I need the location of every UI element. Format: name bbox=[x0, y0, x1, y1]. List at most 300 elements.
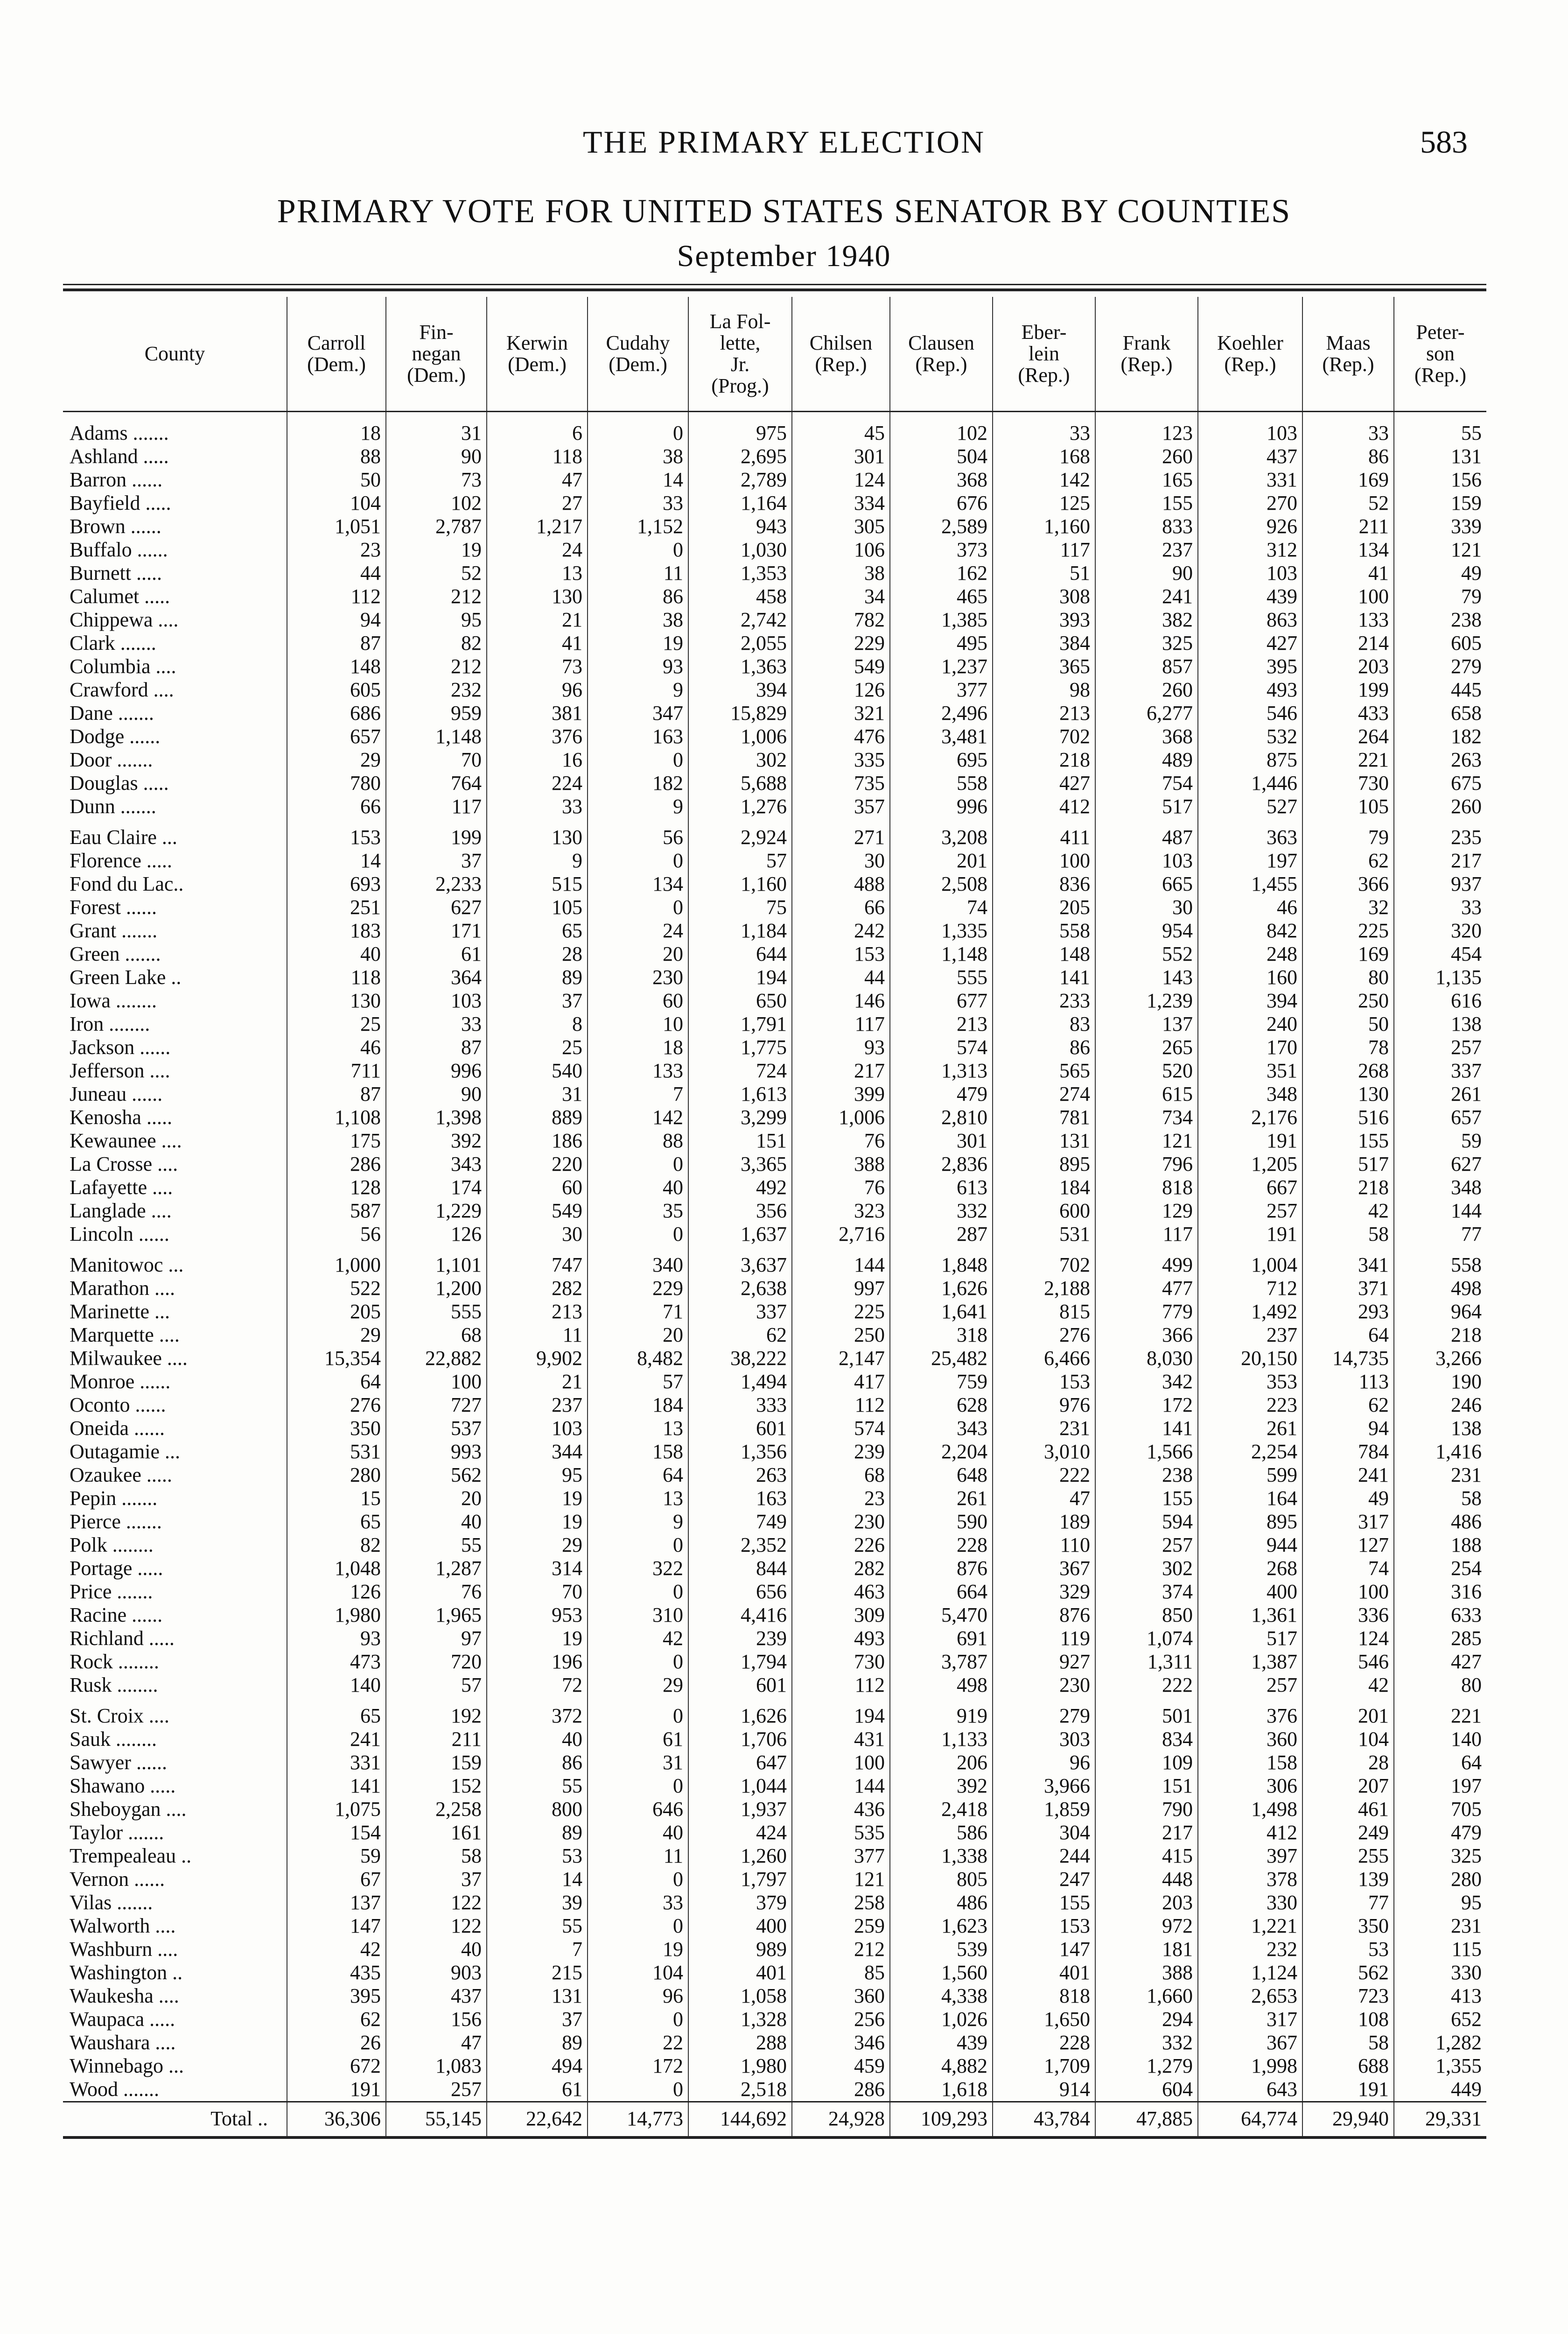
vote-count-cell: 652 bbox=[1394, 2008, 1486, 2031]
vote-count-cell: 230 bbox=[993, 1673, 1095, 1697]
vote-count-cell: 146 bbox=[792, 989, 890, 1012]
vote-count-cell: 1,363 bbox=[688, 655, 792, 678]
column-header-line: Maas bbox=[1326, 331, 1371, 354]
vote-count-cell: 164 bbox=[1198, 1487, 1302, 1510]
table-row bbox=[63, 849, 1486, 872]
vote-count-cell: 254 bbox=[1394, 1557, 1486, 1580]
vote-count-cell: 9 bbox=[588, 795, 688, 818]
vote-count-cell: 70 bbox=[487, 1580, 588, 1603]
vote-count-cell: 15 bbox=[287, 1487, 386, 1510]
vote-count-cell: 105 bbox=[487, 896, 588, 919]
vote-count-cell: 6,466 bbox=[993, 1347, 1095, 1370]
vote-count-cell: 21 bbox=[487, 608, 588, 632]
vote-count-cell: 627 bbox=[1394, 1153, 1486, 1176]
vote-count-cell: 58 bbox=[1302, 2031, 1394, 2054]
table-row bbox=[63, 1277, 1486, 1300]
vote-count-cell: 914 bbox=[993, 2078, 1095, 2102]
vote-count-cell: 50 bbox=[1302, 1012, 1394, 1036]
vote-count-cell: 318 bbox=[890, 1323, 993, 1347]
vote-count-cell: 194 bbox=[792, 1697, 890, 1728]
vote-count-cell: 68 bbox=[386, 1323, 487, 1347]
vote-count-cell: 676 bbox=[890, 492, 993, 515]
vote-count-cell: 112 bbox=[792, 1393, 890, 1417]
vote-count-cell: 199 bbox=[386, 818, 487, 849]
vote-count-cell: 125 bbox=[993, 492, 1095, 515]
vote-count-cell: 693 bbox=[287, 872, 386, 896]
vote-count-cell: 238 bbox=[1095, 1463, 1198, 1487]
vote-count-cell: 286 bbox=[287, 1153, 386, 1176]
total-count-cell: 47,885 bbox=[1095, 2102, 1198, 2138]
vote-count-cell: 1,075 bbox=[287, 1798, 386, 1821]
county-name-cell: Pierce ....... bbox=[70, 1510, 162, 1533]
total-count-cell: 29,331 bbox=[1394, 2102, 1486, 2138]
vote-count-cell: 479 bbox=[1394, 1821, 1486, 1844]
table-row bbox=[63, 1176, 1486, 1199]
vote-count-cell: 103 bbox=[487, 1417, 588, 1440]
vote-count-cell: 1,797 bbox=[688, 1868, 792, 1891]
column-header-candidate bbox=[792, 297, 890, 412]
vote-count-cell: 672 bbox=[287, 2054, 386, 2078]
vote-count-cell: 587 bbox=[287, 1199, 386, 1223]
vote-count-cell: 20 bbox=[386, 1487, 487, 1510]
vote-count-cell: 83 bbox=[993, 1012, 1095, 1036]
vote-count-cell: 381 bbox=[487, 702, 588, 725]
vote-count-cell: 124 bbox=[1302, 1627, 1394, 1650]
column-header-line: (Rep.) bbox=[815, 353, 867, 376]
vote-count-cell: 2,508 bbox=[890, 872, 993, 896]
vote-count-cell: 260 bbox=[1095, 445, 1198, 468]
vote-count-cell: 226 bbox=[792, 1533, 890, 1557]
county-name-cell: Taylor ....... bbox=[70, 1821, 164, 1844]
vote-count-cell: 350 bbox=[287, 1417, 386, 1440]
county-name-cell: Sheboygan .... bbox=[70, 1798, 187, 1821]
vote-count-cell: 217 bbox=[792, 1059, 890, 1083]
vote-count-cell: 517 bbox=[1198, 1627, 1302, 1650]
vote-count-cell: 2,188 bbox=[993, 1277, 1095, 1300]
column-header-line: (Dem.) bbox=[508, 353, 567, 376]
vote-count-cell: 121 bbox=[792, 1868, 890, 1891]
table-row bbox=[63, 412, 1486, 445]
vote-count-cell: 56 bbox=[287, 1223, 386, 1246]
vote-count-cell: 19 bbox=[487, 1487, 588, 1510]
vote-count-cell: 558 bbox=[890, 772, 993, 795]
vote-count-cell: 3,637 bbox=[688, 1246, 792, 1277]
vote-count-cell: 93 bbox=[588, 655, 688, 678]
county-name-cell: Waupaca ..... bbox=[70, 2008, 175, 2031]
county-name-cell: Langlade .... bbox=[70, 1199, 172, 1222]
table-row bbox=[63, 1914, 1486, 1938]
vote-count-cell: 615 bbox=[1095, 1083, 1198, 1106]
vote-count-cell: 8,030 bbox=[1095, 1347, 1198, 1370]
vote-count-cell: 102 bbox=[386, 492, 487, 515]
vote-count-cell: 38,222 bbox=[688, 1347, 792, 1370]
vote-count-cell: 6 bbox=[487, 412, 588, 445]
vote-count-cell: 1,217 bbox=[487, 515, 588, 538]
vote-count-cell: 222 bbox=[1095, 1673, 1198, 1697]
vote-count-cell: 112 bbox=[287, 585, 386, 608]
total-count-cell: 29,940 bbox=[1302, 2102, 1394, 2138]
vote-count-cell: 356 bbox=[688, 1199, 792, 1223]
vote-count-cell: 1,124 bbox=[1198, 1961, 1302, 1984]
vote-count-cell: 128 bbox=[287, 1176, 386, 1199]
vote-count-cell: 183 bbox=[287, 919, 386, 942]
vote-count-cell: 730 bbox=[1302, 772, 1394, 795]
vote-count-cell: 142 bbox=[993, 468, 1095, 492]
vote-count-cell: 875 bbox=[1198, 748, 1302, 772]
vote-count-cell: 62 bbox=[1302, 1393, 1394, 1417]
vote-count-cell: 413 bbox=[1394, 1984, 1486, 2008]
table-row bbox=[63, 678, 1486, 702]
vote-count-cell: 95 bbox=[1394, 1891, 1486, 1914]
vote-count-cell: 103 bbox=[1198, 562, 1302, 585]
vote-count-cell: 40 bbox=[588, 1176, 688, 1199]
vote-count-cell: 993 bbox=[386, 1440, 487, 1463]
vote-count-cell: 479 bbox=[890, 1083, 993, 1106]
vote-count-cell: 1,221 bbox=[1198, 1914, 1302, 1938]
table-row bbox=[63, 1728, 1486, 1751]
column-header-line: (Rep.) bbox=[1120, 353, 1173, 376]
vote-count-cell: 37 bbox=[487, 989, 588, 1012]
county-name-cell: Waushara .... bbox=[70, 2031, 176, 2054]
vote-count-cell: 964 bbox=[1394, 1300, 1486, 1323]
vote-count-cell: 60 bbox=[588, 989, 688, 1012]
vote-count-cell: 1,148 bbox=[386, 725, 487, 748]
vote-count-cell: 895 bbox=[1198, 1510, 1302, 1533]
vote-count-cell: 314 bbox=[487, 1557, 588, 1580]
vote-count-cell: 926 bbox=[1198, 515, 1302, 538]
vote-count-cell: 19 bbox=[487, 1627, 588, 1650]
table-row bbox=[63, 1798, 1486, 1821]
vote-count-cell: 527 bbox=[1198, 795, 1302, 818]
table-row bbox=[63, 1868, 1486, 1891]
vote-count-cell: 2,352 bbox=[688, 1533, 792, 1557]
county-name-cell: Vilas ....... bbox=[70, 1891, 153, 1914]
vote-count-cell: 463 bbox=[792, 1580, 890, 1603]
vote-count-cell: 388 bbox=[792, 1153, 890, 1176]
vote-count-cell: 486 bbox=[890, 1891, 993, 1914]
vote-count-cell: 58 bbox=[1302, 1223, 1394, 1246]
vote-count-cell: 257 bbox=[1198, 1199, 1302, 1223]
vote-count-cell: 11 bbox=[588, 562, 688, 585]
vote-count-cell: 646 bbox=[588, 1798, 688, 1821]
vote-count-cell: 100 bbox=[386, 1370, 487, 1393]
vote-count-cell: 2,742 bbox=[688, 608, 792, 632]
vote-count-cell: 141 bbox=[1095, 1417, 1198, 1440]
county-name-cell: Dodge ...... bbox=[70, 725, 161, 748]
vote-count-cell: 601 bbox=[688, 1417, 792, 1440]
table-row bbox=[63, 1300, 1486, 1323]
vote-count-cell: 0 bbox=[588, 1650, 688, 1673]
top-rule-thick bbox=[63, 288, 1486, 291]
vote-count-cell: 322 bbox=[588, 1557, 688, 1580]
vote-count-cell: 439 bbox=[1198, 585, 1302, 608]
vote-count-cell: 531 bbox=[287, 1440, 386, 1463]
vote-count-cell: 260 bbox=[1095, 678, 1198, 702]
vote-count-cell: 18 bbox=[287, 412, 386, 445]
vote-count-cell: 40 bbox=[386, 1510, 487, 1533]
vote-count-cell: 100 bbox=[792, 1751, 890, 1774]
vote-count-cell: 953 bbox=[487, 1603, 588, 1627]
table-row bbox=[63, 919, 1486, 942]
vote-count-cell: 230 bbox=[588, 966, 688, 989]
vote-count-cell: 93 bbox=[287, 1627, 386, 1650]
vote-count-cell: 347 bbox=[588, 702, 688, 725]
column-header-line: (Dem.) bbox=[609, 353, 667, 376]
vote-count-cell: 412 bbox=[1198, 1821, 1302, 1844]
vote-count-cell: 130 bbox=[487, 585, 588, 608]
vote-count-cell: 712 bbox=[1198, 1277, 1302, 1300]
county-name-cell: Brown ...... bbox=[70, 515, 161, 538]
vote-count-cell: 1,356 bbox=[688, 1440, 792, 1463]
vote-count-cell: 2,924 bbox=[688, 818, 792, 849]
vote-count-cell: 0 bbox=[588, 1580, 688, 1603]
county-name-cell: Washburn .... bbox=[70, 1938, 178, 1961]
vote-count-cell: 29 bbox=[588, 1673, 688, 1697]
vote-count-cell: 169 bbox=[1302, 942, 1394, 966]
table-row bbox=[63, 655, 1486, 678]
vote-count-cell: 1,937 bbox=[688, 1798, 792, 1821]
vote-count-cell: 392 bbox=[386, 1129, 487, 1153]
vote-count-cell: 1,338 bbox=[890, 1844, 993, 1868]
vote-count-cell: 377 bbox=[890, 678, 993, 702]
column-header-line: Eber- bbox=[1021, 321, 1067, 344]
vote-count-cell: 238 bbox=[1394, 608, 1486, 632]
vote-count-cell: 45 bbox=[792, 412, 890, 445]
county-name-cell: Oneida ...... bbox=[70, 1417, 165, 1440]
vote-count-cell: 74 bbox=[890, 896, 993, 919]
vote-count-cell: 66 bbox=[287, 795, 386, 818]
vote-count-cell: 212 bbox=[386, 585, 487, 608]
vote-count-cell: 201 bbox=[890, 849, 993, 872]
vote-count-cell: 133 bbox=[1302, 608, 1394, 632]
vote-count-cell: 643 bbox=[1198, 2078, 1302, 2102]
table-row bbox=[63, 2008, 1486, 2031]
vote-count-cell: 377 bbox=[792, 1844, 890, 1868]
vote-count-cell: 376 bbox=[1198, 1697, 1302, 1728]
vote-count-cell: 88 bbox=[588, 1129, 688, 1153]
vote-count-cell: 1,074 bbox=[1095, 1627, 1198, 1650]
vote-count-cell: 55 bbox=[386, 1533, 487, 1557]
vote-count-cell: 126 bbox=[287, 1580, 386, 1603]
column-header-candidate bbox=[890, 297, 993, 412]
vote-count-cell: 1,335 bbox=[890, 919, 993, 942]
vote-count-cell: 196 bbox=[487, 1650, 588, 1673]
vote-count-cell: 261 bbox=[1394, 1083, 1486, 1106]
vote-count-cell: 1,282 bbox=[1394, 2031, 1486, 2054]
vote-count-cell: 558 bbox=[1394, 1246, 1486, 1277]
vote-count-cell: 1,048 bbox=[287, 1557, 386, 1580]
county-name-cell: Sauk ........ bbox=[70, 1728, 157, 1750]
vote-count-cell: 382 bbox=[1095, 608, 1198, 632]
vote-count-cell: 33 bbox=[386, 1012, 487, 1036]
vote-count-cell: 279 bbox=[1394, 655, 1486, 678]
vote-count-cell: 159 bbox=[1394, 492, 1486, 515]
vote-count-cell: 1,328 bbox=[688, 2008, 792, 2031]
vote-count-cell: 184 bbox=[588, 1393, 688, 1417]
column-header-line: (Prog.) bbox=[711, 374, 769, 397]
vote-count-cell: 1,044 bbox=[688, 1774, 792, 1798]
vote-count-cell: 353 bbox=[1198, 1370, 1302, 1393]
column-header-line: lein bbox=[1029, 342, 1059, 365]
vote-count-cell: 60 bbox=[487, 1176, 588, 1199]
table-row bbox=[63, 748, 1486, 772]
vote-count-cell: 102 bbox=[890, 412, 993, 445]
vote-count-cell: 664 bbox=[890, 1580, 993, 1603]
table-row bbox=[63, 772, 1486, 795]
vote-count-cell: 1,566 bbox=[1095, 1440, 1198, 1463]
vote-count-cell: 492 bbox=[688, 1176, 792, 1199]
county-name-cell: Marathon .... bbox=[70, 1277, 175, 1300]
county-name-cell: Calumet ..... bbox=[70, 585, 170, 608]
vote-count-cell: 62 bbox=[688, 1323, 792, 1347]
vote-count-cell: 895 bbox=[993, 1153, 1095, 1176]
vote-count-cell: 90 bbox=[386, 1083, 487, 1106]
vote-count-cell: 50 bbox=[287, 468, 386, 492]
vote-count-cell: 412 bbox=[993, 795, 1095, 818]
vote-count-cell: 309 bbox=[792, 1603, 890, 1627]
vote-count-cell: 677 bbox=[890, 989, 993, 1012]
vote-count-cell: 1,794 bbox=[688, 1650, 792, 1673]
vote-count-cell: 437 bbox=[386, 1984, 487, 2008]
vote-count-cell: 94 bbox=[287, 608, 386, 632]
vote-count-cell: 339 bbox=[1394, 515, 1486, 538]
vote-count-cell: 71 bbox=[588, 1300, 688, 1323]
vote-count-cell: 14 bbox=[588, 468, 688, 492]
vote-count-cell: 95 bbox=[487, 1463, 588, 1487]
vote-count-cell: 110 bbox=[993, 1533, 1095, 1557]
vote-count-cell: 218 bbox=[993, 748, 1095, 772]
vote-count-cell: 33 bbox=[1302, 412, 1394, 445]
vote-count-cell: 657 bbox=[1394, 1106, 1486, 1129]
vote-count-cell: 336 bbox=[1302, 1603, 1394, 1627]
vote-count-cell: 657 bbox=[287, 725, 386, 748]
county-name-cell: Clark ....... bbox=[70, 632, 156, 654]
vote-count-cell: 1,859 bbox=[993, 1798, 1095, 1821]
vote-count-cell: 223 bbox=[1198, 1393, 1302, 1417]
table-row bbox=[63, 725, 1486, 748]
vote-count-cell: 246 bbox=[1394, 1393, 1486, 1417]
vote-count-cell: 34 bbox=[792, 585, 890, 608]
vote-count-cell: 53 bbox=[487, 1844, 588, 1868]
vote-count-cell: 749 bbox=[688, 1510, 792, 1533]
vote-count-cell: 129 bbox=[1095, 1199, 1198, 1223]
vote-count-cell: 1,313 bbox=[890, 1059, 993, 1083]
vote-count-cell: 35 bbox=[588, 1199, 688, 1223]
vote-count-cell: 141 bbox=[287, 1774, 386, 1798]
table-row bbox=[63, 1557, 1486, 1580]
county-name-cell: Eau Claire ... bbox=[70, 826, 177, 849]
vote-count-cell: 29 bbox=[287, 1323, 386, 1347]
vote-count-cell: 461 bbox=[1302, 1798, 1394, 1821]
county-name-cell: Kewaunee .... bbox=[70, 1129, 182, 1152]
table-row bbox=[63, 1844, 1486, 1868]
vote-count-cell: 33 bbox=[588, 1891, 688, 1914]
vote-count-cell: 142 bbox=[588, 1106, 688, 1129]
vote-count-cell: 1,058 bbox=[688, 1984, 792, 2008]
vote-count-cell: 73 bbox=[386, 468, 487, 492]
vote-count-cell: 161 bbox=[386, 1821, 487, 1844]
vote-count-cell: 212 bbox=[386, 655, 487, 678]
vote-count-cell: 366 bbox=[1302, 872, 1394, 896]
vote-count-cell: 13 bbox=[588, 1417, 688, 1440]
column-header-line: (Rep.) bbox=[1018, 364, 1070, 387]
vote-count-cell: 182 bbox=[1394, 725, 1486, 748]
vote-count-cell: 56 bbox=[588, 818, 688, 849]
total-count-cell: 36,306 bbox=[287, 2102, 386, 2138]
vote-count-cell: 599 bbox=[1198, 1463, 1302, 1487]
vote-count-cell: 427 bbox=[1198, 632, 1302, 655]
vote-count-cell: 32 bbox=[1302, 896, 1394, 919]
vote-count-cell: 2,204 bbox=[890, 1440, 993, 1463]
vote-count-cell: 79 bbox=[1302, 818, 1394, 849]
vote-count-cell: 695 bbox=[890, 748, 993, 772]
vote-count-cell: 0 bbox=[588, 748, 688, 772]
vote-count-cell: 61 bbox=[487, 2078, 588, 2102]
vote-count-cell: 279 bbox=[993, 1697, 1095, 1728]
vote-count-cell: 650 bbox=[688, 989, 792, 1012]
vote-count-cell: 19 bbox=[487, 1510, 588, 1533]
vote-count-cell: 213 bbox=[487, 1300, 588, 1323]
vote-count-cell: 373 bbox=[890, 538, 993, 562]
vote-count-cell: 14 bbox=[487, 1868, 588, 1891]
vote-count-cell: 1,148 bbox=[890, 942, 993, 966]
table-row bbox=[63, 1961, 1486, 1984]
vote-count-cell: 156 bbox=[1394, 468, 1486, 492]
vote-count-cell: 1,980 bbox=[287, 1603, 386, 1627]
vote-count-cell: 118 bbox=[487, 445, 588, 468]
vote-count-cell: 108 bbox=[1302, 2008, 1394, 2031]
vote-count-cell: 86 bbox=[588, 585, 688, 608]
vote-count-cell: 103 bbox=[1198, 412, 1302, 445]
vote-count-cell: 33 bbox=[993, 412, 1095, 445]
vote-count-cell: 627 bbox=[386, 896, 487, 919]
vote-count-cell: 186 bbox=[487, 1129, 588, 1153]
vote-count-cell: 594 bbox=[1095, 1510, 1198, 1533]
vote-count-cell: 144 bbox=[792, 1774, 890, 1798]
county-name-cell: Jefferson .... bbox=[70, 1059, 170, 1082]
vote-count-cell: 1,353 bbox=[688, 562, 792, 585]
vote-count-cell: 459 bbox=[792, 2054, 890, 2078]
table-row bbox=[63, 632, 1486, 655]
vote-count-cell: 586 bbox=[890, 1821, 993, 1844]
vote-count-cell: 165 bbox=[1095, 468, 1198, 492]
table-row bbox=[63, 1223, 1486, 1246]
table-row bbox=[63, 1106, 1486, 1129]
vote-count-cell: 74 bbox=[1302, 1557, 1394, 1580]
vote-count-cell: 2,787 bbox=[386, 515, 487, 538]
vote-count-cell: 734 bbox=[1095, 1106, 1198, 1129]
vote-count-cell: 192 bbox=[386, 1697, 487, 1728]
vote-count-cell: 0 bbox=[588, 2008, 688, 2031]
vote-count-cell: 3,365 bbox=[688, 1153, 792, 1176]
vote-count-cell: 57 bbox=[688, 849, 792, 872]
vote-count-cell: 76 bbox=[792, 1176, 890, 1199]
vote-count-cell: 9,902 bbox=[487, 1347, 588, 1370]
county-name-cell: Outagamie ... bbox=[70, 1440, 181, 1463]
table-row bbox=[63, 1153, 1486, 1176]
vote-count-cell: 667 bbox=[1198, 1176, 1302, 1199]
total-count-cell: 109,293 bbox=[890, 2102, 993, 2138]
vote-count-cell: 2,810 bbox=[890, 1106, 993, 1129]
table-row bbox=[63, 585, 1486, 608]
vote-count-cell: 113 bbox=[1302, 1370, 1394, 1393]
vote-count-cell: 271 bbox=[792, 818, 890, 849]
vote-count-cell: 77 bbox=[1302, 1891, 1394, 1914]
vote-count-cell: 522 bbox=[287, 1277, 386, 1300]
vote-count-cell: 46 bbox=[1198, 896, 1302, 919]
county-name-cell: Columbia .... bbox=[70, 655, 176, 678]
table-row bbox=[63, 989, 1486, 1012]
